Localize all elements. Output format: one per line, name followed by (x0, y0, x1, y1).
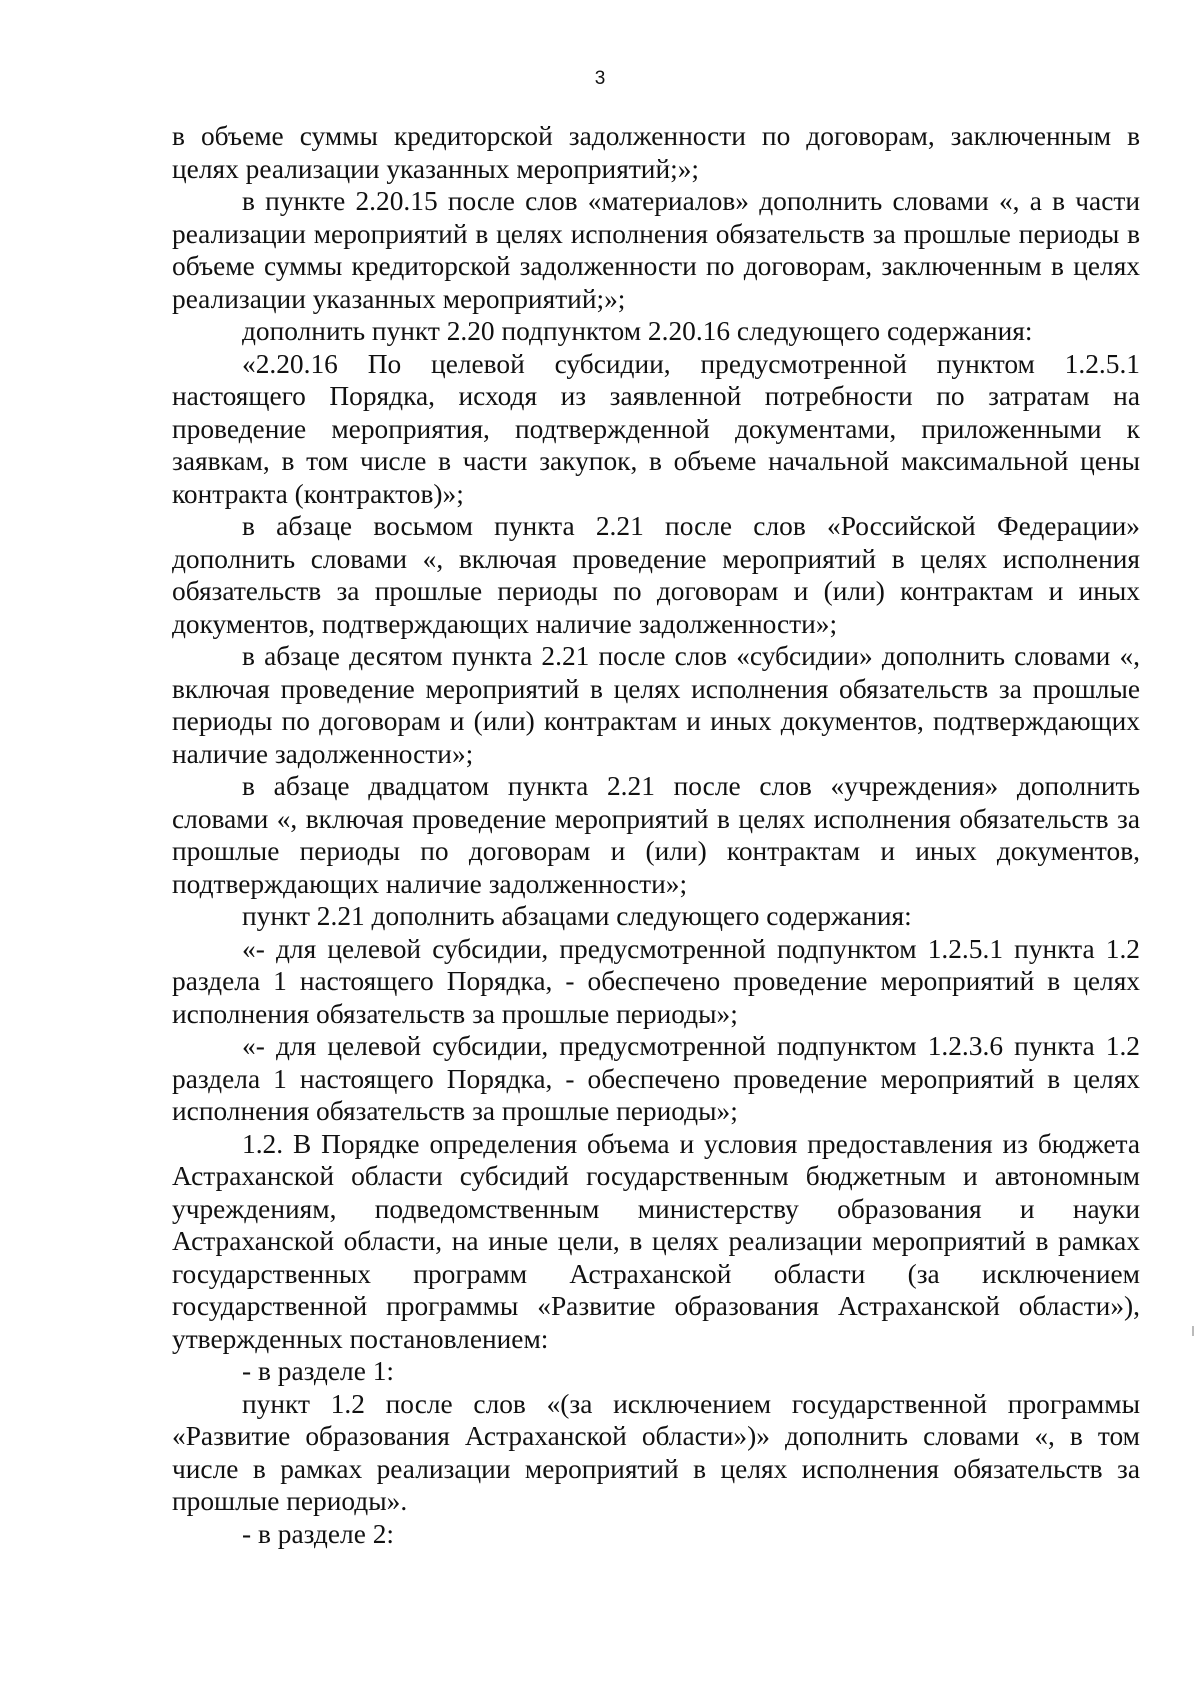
paragraph-4: «2.20.16 По целевой субсидии, предусмотренной пунктом 1.2.5.1 настоящего Порядка, исходя из заявленной потребности по затратам на проведение мероприятия, подтвержденной документами, приложенными к заявкам, в том числе в части закупок, в объеме начальной максимальной цены контракта (контрактов)»; (172, 348, 1140, 509)
paragraph-5: в абзаце восьмом пункта 2.21 после слов «Российской Федерации» дополнить словами «, включая проведение мероприятий в целях исполнения обязательств за прошлые периоды по договорам и (или) контрактам и иных документов, подтверждающих наличие задолженности»; (172, 511, 1140, 639)
paragraph-1: в объеме суммы кредиторской задолженности по договорам, заключенным в целях реализации указанных мероприятий;»; (172, 121, 1140, 184)
paragraph-6: в абзаце десятом пункта 2.21 после слов «субсидии» дополнить словами «, включая проведение мероприятий в целях исполнения обязательств за прошлые периоды по договорам и (или) контрактам и иных документов, подтверждающих наличие задолженности»; (172, 641, 1140, 769)
paragraph-2: в пункте 2.20.15 после слов «материалов» дополнить словами «, а в части реализации мероприятий в целях исполнения обязательств за прошлые периоды в объеме суммы кредиторской задолженности по договорам, заключенным в целях реализации указанных мероприятий;»; (172, 186, 1140, 314)
paragraph-11: 1.2. В Порядке определения объема и условия предоставления из бюджета Астраханской области субсидий государственным бюджетным и автономным учреждениям, подведомственным министерству образования и науки Астраханской области, на иные цели, в целях реализации мероприятий в рамках государственных программ Астраханской области (за исключением государственной программы «Развитие образования Астраханской области»), утвержденных постановлением: (172, 1128, 1140, 1354)
paragraph-10: «- для целевой субсидии, предусмотренной подпунктом 1.2.3.6 пункта 1.2 раздела 1 настоящего Порядка, - обеспечено проведение мероприятий в целях исполнения обязательств за прошлые периоды»; (172, 1031, 1140, 1126)
scan-edge-mark (1192, 1326, 1194, 1336)
paragraph-12: - в разделе 1: (242, 1356, 394, 1386)
document-body (172, 120, 1140, 1550)
paragraph-7: в абзаце двадцатом пункта 2.21 после слов «учреждения» дополнить словами «, включая проведение мероприятий в целях исполнения обязательств за прошлые периоды по договорам и (или) контрактам и иных документов, подтверждающих наличие задолженности»; (172, 771, 1140, 899)
page-number: 3 (594, 68, 606, 89)
paragraph-13: пункт 1.2 после слов «(за исключением государственной программы «Развитие образования Астраханской области»)» дополнить словами «, в том числе в рамках реализации мероприятий в целях исполнения обязательств за прошлые периоды». (172, 1388, 1140, 1516)
paragraph-14: - в разделе 2: (242, 1518, 394, 1549)
paragraph-8: пункт 2.21 дополнить абзацами следующего содержания: (242, 901, 912, 931)
paragraph-3: дополнить пункт 2.20 подпунктом 2.20.16 следующего содержания: (242, 316, 1033, 346)
paragraph-9: «- для целевой субсидии, предусмотренной подпунктом 1.2.5.1 пункта 1.2 раздела 1 настоящего Порядка, - обеспечено проведение мероприятий в целях исполнения обязательств за прошлые периоды»; (172, 933, 1140, 1029)
